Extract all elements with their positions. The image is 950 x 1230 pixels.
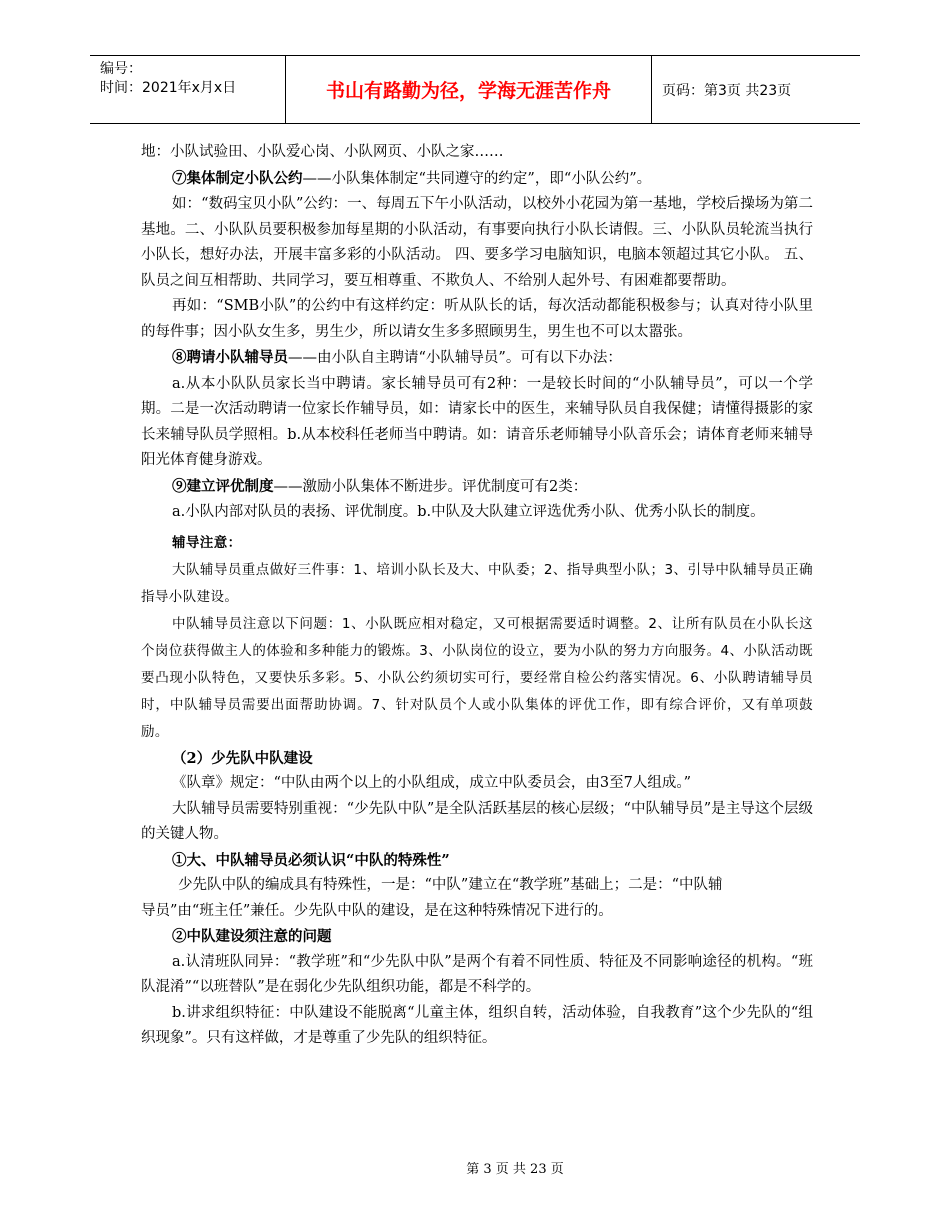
heading-text: ⑧聘请小队辅导员	[172, 349, 288, 366]
header-page-info: 页码：第3页 共23页	[662, 82, 792, 99]
document-number-label: 编号：	[100, 61, 142, 77]
paragraph: 再如：“SMB小队”的公约中有这样约定：听从队长的话，每次活动都能积极参与；认真对待小队里的每件事；因小队女生多，男生少，所以请女生多多照顾男生，男生也不可以太嚣张。	[141, 298, 813, 340]
document-date: 时间：2021年x月x日	[100, 80, 237, 96]
paragraph: 少先队中队的编成具有特殊性，一是：“中队”建立在“教学班”基础上；二是：“中队辅	[178, 877, 723, 893]
heading-desc: ——激励小队集体不断进步。评优制度可有2类：	[273, 478, 588, 495]
heading-text: ⑨建立评优制度	[172, 477, 274, 495]
paragraph: a.认清班队同异：“教学班”和“少先队中队”是两个有着不同性质、特征及不同影响途径的机构。“班队混淆”“以班替队”是在弱化少先队组织功能，都是不科学的。	[141, 953, 813, 995]
page-footer: 第 3 页 共 23 页	[466, 1162, 564, 1177]
heading-text: ⑦集体制定小队公约	[172, 169, 303, 187]
paragraph: 如：“数码宝贝小队”公约：一、每周五下午小队活动，以校外小花园为第一基地，学校后操场为第二基地。二、小队队员要积极参加每星期的小队活动，有事要向执行小队长请假。三、小队队员轮流当执行小队长，想好办法，开展丰富多彩的小队活动。 四、要多学习电脑知识，电脑本领超过其它小队。 五、队员之间互相帮助、共同学习，要互相尊重、不欺负人、不给别人起外号、有困难都要帮助。	[141, 196, 813, 289]
guidance-heading: 辅导注意：	[172, 534, 242, 551]
section-heading-1: ①大、中队辅导员必须认识“中队的特殊性”	[172, 851, 450, 869]
section-heading-8	[141, 345, 813, 372]
paragraph: 大队辅导员需要特别重视：“少先队中队”是全队活跃基层的核心层级；“中队辅导员”是主导这个层级的关键人物。	[141, 800, 813, 842]
paragraph: b.讲求组织特征：中队建设不能脱离“儿童主体，组织自转，活动体验，自我教育”这个少先队的“组织现象”。只有这样做，才是尊重了少先队的组织特征。	[141, 1004, 813, 1046]
paragraph: 导员”由“班主任”兼任。少先队中队的建设，是在这种特殊情况下进行的。	[141, 902, 613, 919]
document-body	[141, 140, 813, 1052]
paragraph: 地：小队试验田、小队爱心岗、小队网页、小队之家……	[141, 144, 504, 160]
paragraph: 中队辅导员注意以下问题：1、小队既应相对稳定，又可根据需要适时调整。2、让所有队员在小队长这个岗位获得做主人的体验和多种能力的锻炼。3、小队岗位的设立，要为小队的努力方向服务。4、小队活动既要凸现小队特色，又要快乐多彩。5、小队公约须切实可行，要经常自检公约落实情况。6、小队聘请辅导员时，中队辅导员需要出面帮助协调。7、针对队员个人或小队集体的评优工作，即有综合评价，又有单项鼓励。	[141, 615, 813, 740]
subsection-heading: （2）少先队中队建设	[172, 749, 313, 767]
page-header	[90, 55, 860, 124]
header-meta	[90, 56, 286, 123]
heading-desc: ——小队集体制定“共同遵守的约定”，即“小队公约”。	[302, 170, 652, 187]
section-heading-2: ②中队建设须注意的问题	[172, 928, 332, 945]
section-heading-9	[141, 474, 813, 501]
paragraph: a.从本小队队员家长当中聘请。家长辅导员可有2种：一是较长时间的“小队辅导员”，可以一个学期。二是一次活动聘请一位家长作辅导员，如：请家长中的医生，来辅导队员自我保健；请懂得摄影的家长来辅导队员学照相。b.从本校科任老师当中聘请。如：请音乐老师辅导小队音乐会；请体育老师来辅导阳光体育健身游戏。	[141, 375, 813, 468]
heading-desc: ——由小队自主聘请“小队辅导员”。可有以下办法：	[288, 350, 622, 366]
paragraph: 大队辅导员重点做好三件事：1、培训小队长及大、中队委；2、指导典型小队；3、引导中队辅导员正确指导小队建设。	[141, 561, 813, 605]
header-motto: 书山有路勤为径，学海无涯苦作舟	[286, 56, 652, 123]
section-heading-7	[141, 166, 813, 193]
paragraph: 《队章》规定：“中队由两个以上的小队组成，成立中队委员会，由3至7人组成。”	[172, 775, 692, 791]
paragraph: a.小队内部对队员的表扬、评优制度。b.中队及大队建立评选优秀小队、优秀小队长的制度。	[172, 504, 765, 520]
